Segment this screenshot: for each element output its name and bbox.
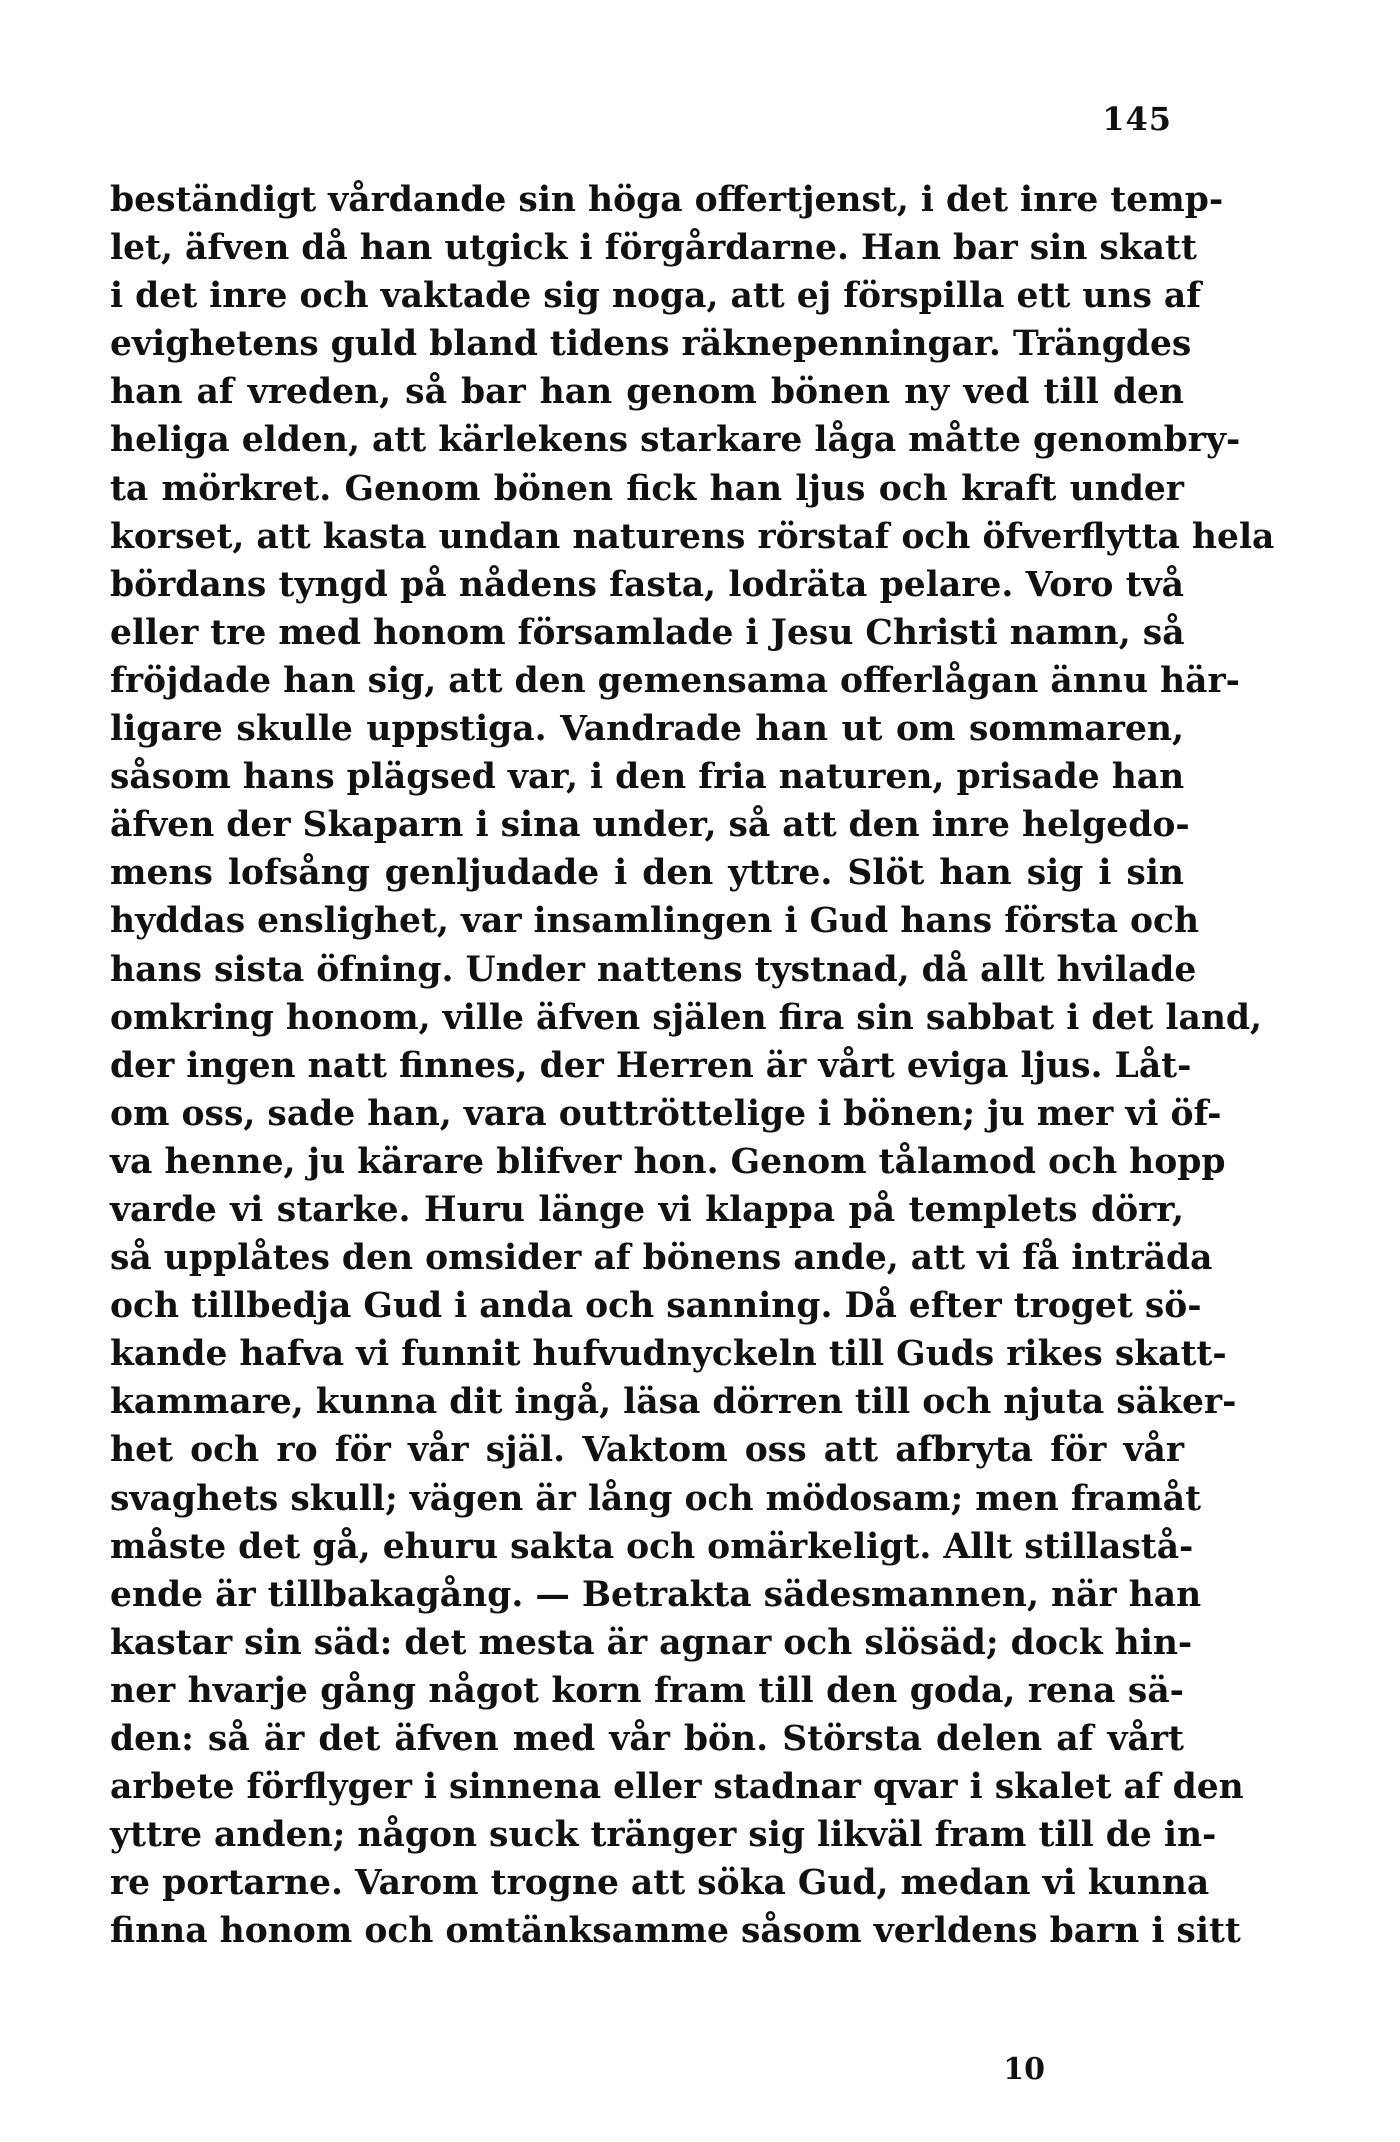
signature-mark: 10 (1003, 2052, 1045, 2087)
text-line: ta mörkret. Genom bönen fick han ljus och kraft under (110, 468, 1184, 509)
text-line: kande hafva vi funnit hufvudnyckeln till Guds rikes skatt- (110, 1334, 1227, 1375)
text-line: svaghets skull; vägen är lång och mödosam; men framåt (110, 1478, 1202, 1519)
text-line: bördans tyngd på nådens fasta, lodräta pelare. Voro två (110, 564, 1184, 605)
text-line: ende är tillbakagång. — Betrakta sädesmannen, när han (110, 1574, 1202, 1615)
text-line: re portarne. Varom trogne att söka Gud, medan vi kunna (110, 1863, 1210, 1904)
text-line: eller tre med honom församlade i Jesu Christi namn, så (110, 612, 1185, 653)
text-line: äfven der Skaparn i sina under, så att den inre helgedo- (110, 805, 1190, 846)
text-line: beständigt vårdande sin höga offertjenst, i det inre temp- (110, 180, 1224, 220)
text-line: ligare skulle uppstiga. Vandrade han ut om sommaren, (110, 709, 1184, 750)
text-line: han af vreden, så bar han genom bönen ny ved till den (110, 372, 1184, 413)
text-line: omkring honom, ville äfven själen fira sin sabbat i det land, (110, 997, 1263, 1038)
text-line: så upplåtes den omsider af bönens ande, att vi få inträda (110, 1238, 1213, 1279)
text-line: måste det gå, ehuru sakta och omärkeligt. Allt stillastå- (110, 1526, 1194, 1567)
text-line: varde vi starke. Huru länge vi klappa på templets dörr, (110, 1189, 1184, 1230)
text-line: mens lofsång genljudade i den yttre. Slöt han sig i sin (110, 853, 1184, 894)
text-line: der ingen natt finnes, der Herren är vårt eviga ljus. Låt- (110, 1045, 1192, 1086)
text-line: het och ro för vår själ. Vaktom oss att afbryta för vår (110, 1430, 1184, 1471)
text-line: finna honom och omtänksamme såsom verldens barn i sitt (110, 1911, 1241, 1952)
page-number: 145 (1102, 100, 1172, 138)
text-line: hyddas enslighet, var insamlingen i Gud hans första och (110, 901, 1200, 942)
text-line: let, äfven då han utgick i förgårdarne. Han bar sin skatt (110, 228, 1197, 269)
text-line: om oss, sade han, vara outtröttelige i bönen; ju mer vi öf- (110, 1093, 1222, 1134)
text-line: och tillbedja Gud i anda och sanning. Då efter troget sö- (110, 1286, 1202, 1327)
text-line: evighetens guld bland tidens räknepenningar. Trängdes (110, 324, 1192, 365)
text-line: fröjdade han sig, att den gemensama offerlågan ännu här- (110, 660, 1240, 701)
text-line: i det inre och vaktade sig noga, att ej förspilla ett uns af (110, 276, 1202, 317)
text-line: yttre anden; någon suck tränger sig likväl fram till de in- (110, 1815, 1217, 1856)
text-line: hans sista öfning. Under nattens tystnad, då allt hvilade (110, 949, 1197, 990)
text-line: arbete förflyger i sinnena eller stadnar qvar i skalet af den (110, 1767, 1244, 1808)
text-line: korset, att kasta undan naturens rörstaf och öfverflytta hela (110, 516, 1275, 557)
text-line: heliga elden, att kärlekens starkare låga måtte genombry- (110, 420, 1241, 461)
text-line: kastar sin säd: det mesta är agnar och slösäd; dock hin- (110, 1622, 1193, 1663)
text-line: den: så är det äfven med vår bön. Största delen af vårt (110, 1719, 1184, 1759)
text-line: va henne, ju kärare blifver hon. Genom tålamod och hopp (110, 1141, 1226, 1182)
text-line: kammare, kunna dit ingå, läsa dörren till och njuta säker- (110, 1382, 1237, 1423)
body-text (110, 176, 1275, 1955)
text-line: såsom hans plägsed var, i den fria naturen, prisade han (110, 757, 1185, 798)
text-line: ner hvarje gång något korn fram till den goda, rena sä- (110, 1670, 1184, 1711)
